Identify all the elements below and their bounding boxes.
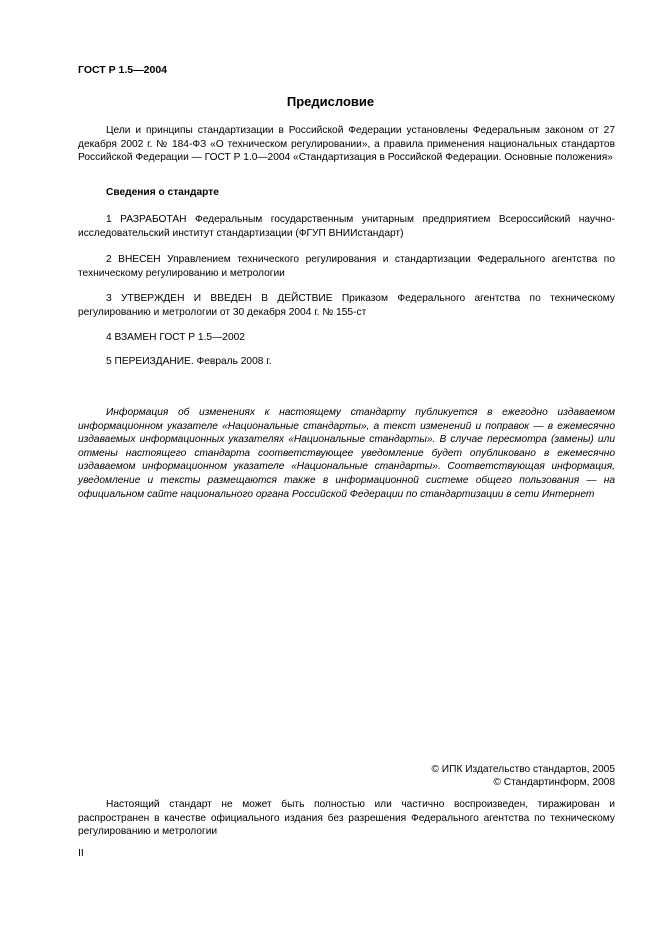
info-item-3: 3 УТВЕРЖДЕН И ВВЕДЕН В ДЕЙСТВИЕ Приказом Федерального агентства по техническому регулированию и метрологии от 30 декабря 2004 г. № 155-ст [78, 293, 615, 318]
page-number: II [78, 847, 84, 859]
page-title: Предисловие [286, 94, 375, 109]
intro-paragraph: Цели и принципы стандартизации в Российской Федерации установлены Федеральным законом от 27 декабря 2002 г. № 184-ФЗ «О техническом регулировании», а правила применения национальных стандартов Российской Федерации — ГОСТ Р 1.0—2004 «Стандартизация в Российской Федерации. Основные положения» [78, 125, 615, 164]
document-code-header: ГОСТ Р 1.5—2004 [78, 64, 168, 76]
amendment-notice: Информация об изменениях к настоящему стандарту публикуется в ежегодно издаваемом информационном указателе «Национальные стандарты», а текст изменений и поправок — в ежемесячно издаваемых информационных указателях «Национальные стандарты». В случае пересмотра (замены) или отмены настоящего стандарта соответствующее уведомление будет опубликовано в ежемесячно издаваемом информационном указателе «Национальные стандарты». Соответствующая информация, уведомление и тексты размещаются также в информационной системе общего пользования — на официальном сайте национального органа Российской Федерации по стандартизации в сети Интернет [78, 407, 615, 500]
reproduction-notice: Настоящий стандарт не может быть полностью или частично воспроизведен, тиражирован и распространен в качестве официального издания без разрешения Федерального агентства по техническому регулированию и метрологии [78, 799, 615, 838]
info-item-1: 1 РАЗРАБОТАН Федеральным государственным унитарным предприятием Всероссийский научно-исследовательский институт стандартизации (ФГУП ВНИИстандарт) [78, 214, 615, 239]
copyright-2: © Стандартинформ, 2008 [493, 777, 615, 788]
info-heading: Сведения о стандарте [106, 187, 219, 198]
info-item-2: 2 ВНЕСЕН Управлением технического регулирования и стандартизации Федерального агентства по техническому регулированию и метрологии [78, 254, 615, 279]
info-item-5: 5 ПЕРЕИЗДАНИЕ. Февраль 2008 г. [106, 356, 272, 367]
copyright-1: © ИПК Издательство стандартов, 2005 [431, 764, 615, 775]
info-item-4: 4 ВЗАМЕН ГОСТ Р 1.5—2002 [106, 332, 245, 343]
